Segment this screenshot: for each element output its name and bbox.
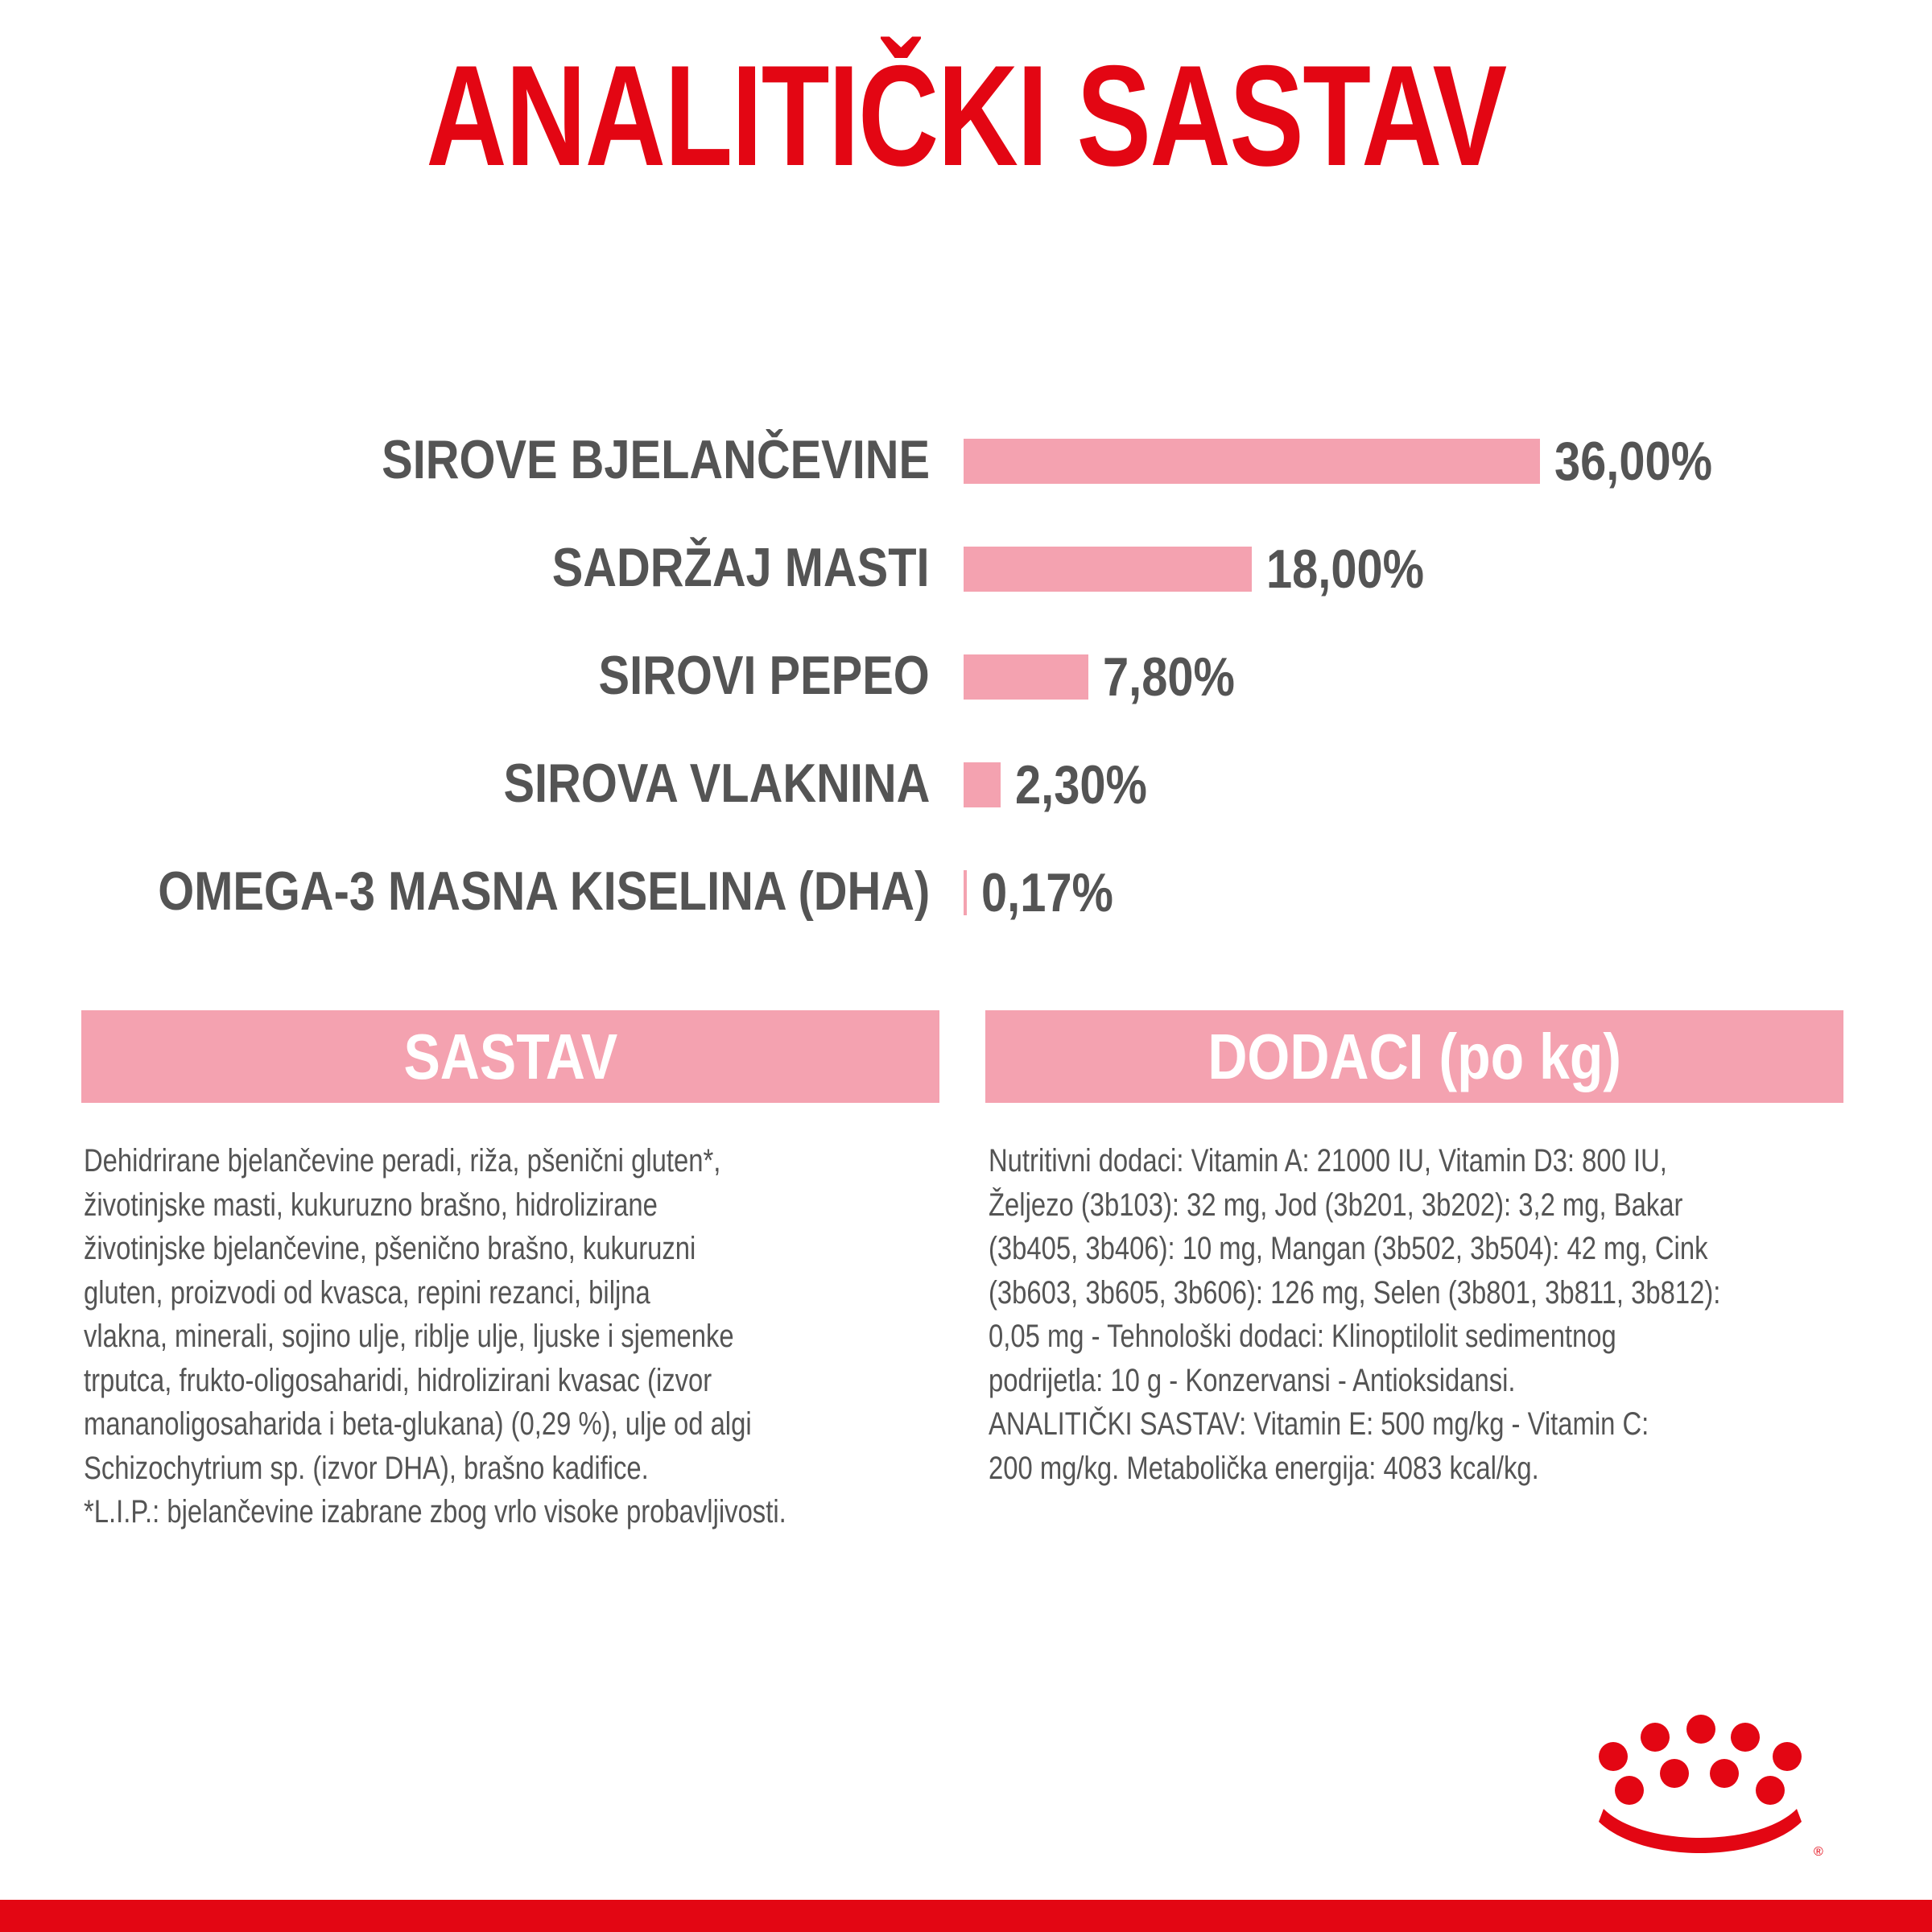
sastav-line: Schizochytrium sp. (izvor DHA), brašno kadifice. [84, 1450, 649, 1486]
bar [964, 547, 1252, 592]
bar-label: SIROVA VLAKNINA [503, 753, 930, 814]
dodaci-line: (3b603, 3b605, 3b606): 126 mg, Selen (3b801, 3b811, 3b812): [989, 1274, 1721, 1311]
dodaci-line: Željezo (3b103): 32 mg, Jod (3b201, 3b202): 3,2 mg, Bakar [989, 1187, 1683, 1223]
sastav-line: trputca, frukto-oligosaharidi, hidrolizirani kvasac (izvor [84, 1362, 712, 1398]
crown-dot [1773, 1742, 1802, 1771]
crown-dot [1599, 1742, 1628, 1771]
sastav-line: mananoligosaharida i beta-glukana) (0,29 %), ulje od algi [84, 1406, 752, 1442]
crown-dot [1615, 1776, 1644, 1805]
crown-dot [1710, 1759, 1739, 1788]
bar-value-label: 7,80% [1103, 646, 1236, 708]
dodaci-heading: DODACI (po kg) [1208, 1020, 1621, 1092]
bar-value-label: 18,00% [1266, 539, 1425, 600]
bar [964, 762, 1001, 807]
dodaci-line: ANALITIČKI SASTAV: Vitamin E: 500 mg/kg - Vitamin C: [989, 1406, 1649, 1442]
sastav-line: životinjske masti, kukuruzno brašno, hidrolizirane [84, 1187, 658, 1223]
bar-label: SADRŽAJ MASTI [552, 537, 930, 598]
crown-dot [1686, 1715, 1715, 1744]
sastav-header [81, 1010, 939, 1103]
bar [964, 654, 1088, 700]
bar-value-label: 36,00% [1554, 431, 1713, 492]
dodaci-header [985, 1010, 1843, 1103]
sastav-line: životinjske bjelančevine, pšenično brašno, kukuruzni [84, 1231, 696, 1266]
registered-mark: ® [1814, 1845, 1823, 1859]
sastav-line: Dehidrirane bjelančevine peradi, riža, pšenični gluten*, [84, 1143, 721, 1179]
bottom-brand-stripe [0, 1900, 1932, 1932]
bar-value-label: 0,17% [981, 862, 1113, 923]
dodaci-line: 0,05 mg - Tehnološki dodaci: Klinoptilolit sedimentnog [989, 1319, 1616, 1354]
crown-band [1599, 1809, 1802, 1853]
crown-dot [1660, 1759, 1689, 1788]
sastav-line: gluten, proizvodi od kvasca, repini rezanci, biljna [84, 1274, 650, 1311]
crown-dot [1731, 1723, 1760, 1752]
bar-label: SIROVI PEPEO [598, 645, 930, 706]
dodaci-line: Nutritivni dodaci: Vitamin A: 21000 IU, Vitamin D3: 800 IU, [989, 1143, 1667, 1179]
dodaci-line: podrijetla: 10 g - Konzervansi - Antioksidansi. [989, 1362, 1516, 1398]
page-title: ANALITIČKI SASTAV [426, 35, 1506, 196]
dodaci-line: (3b405, 3b406): 10 mg, Mangan (3b502, 3b504): 42 mg, Cink [989, 1231, 1708, 1266]
royal-crown-icon [1586, 1711, 1827, 1872]
crown-dot [1756, 1776, 1785, 1805]
sastav-line: vlakna, minerali, sojino ulje, riblje ulje, ljuske i sjemenke [84, 1319, 734, 1354]
bar-label: OMEGA-3 MASNA KISELINA (DHA) [157, 861, 930, 922]
sastav-heading: SASTAV [403, 1020, 617, 1092]
dodaci-line: 200 mg/kg. Metabolička energija: 4083 kcal/kg. [989, 1450, 1539, 1486]
bar [964, 870, 967, 915]
bar-label: SIROVE BJELANČEVINE [382, 429, 930, 490]
sastav-line: *L.I.P.: bjelančevine izabrane zbog vrlo visoke probavljivosti. [84, 1494, 786, 1530]
dodaci-text [989, 1139, 1847, 1490]
bar-value-label: 2,30% [1014, 754, 1147, 815]
bar [964, 439, 1540, 484]
crown-dot [1641, 1723, 1670, 1752]
sastav-text [84, 1139, 942, 1534]
